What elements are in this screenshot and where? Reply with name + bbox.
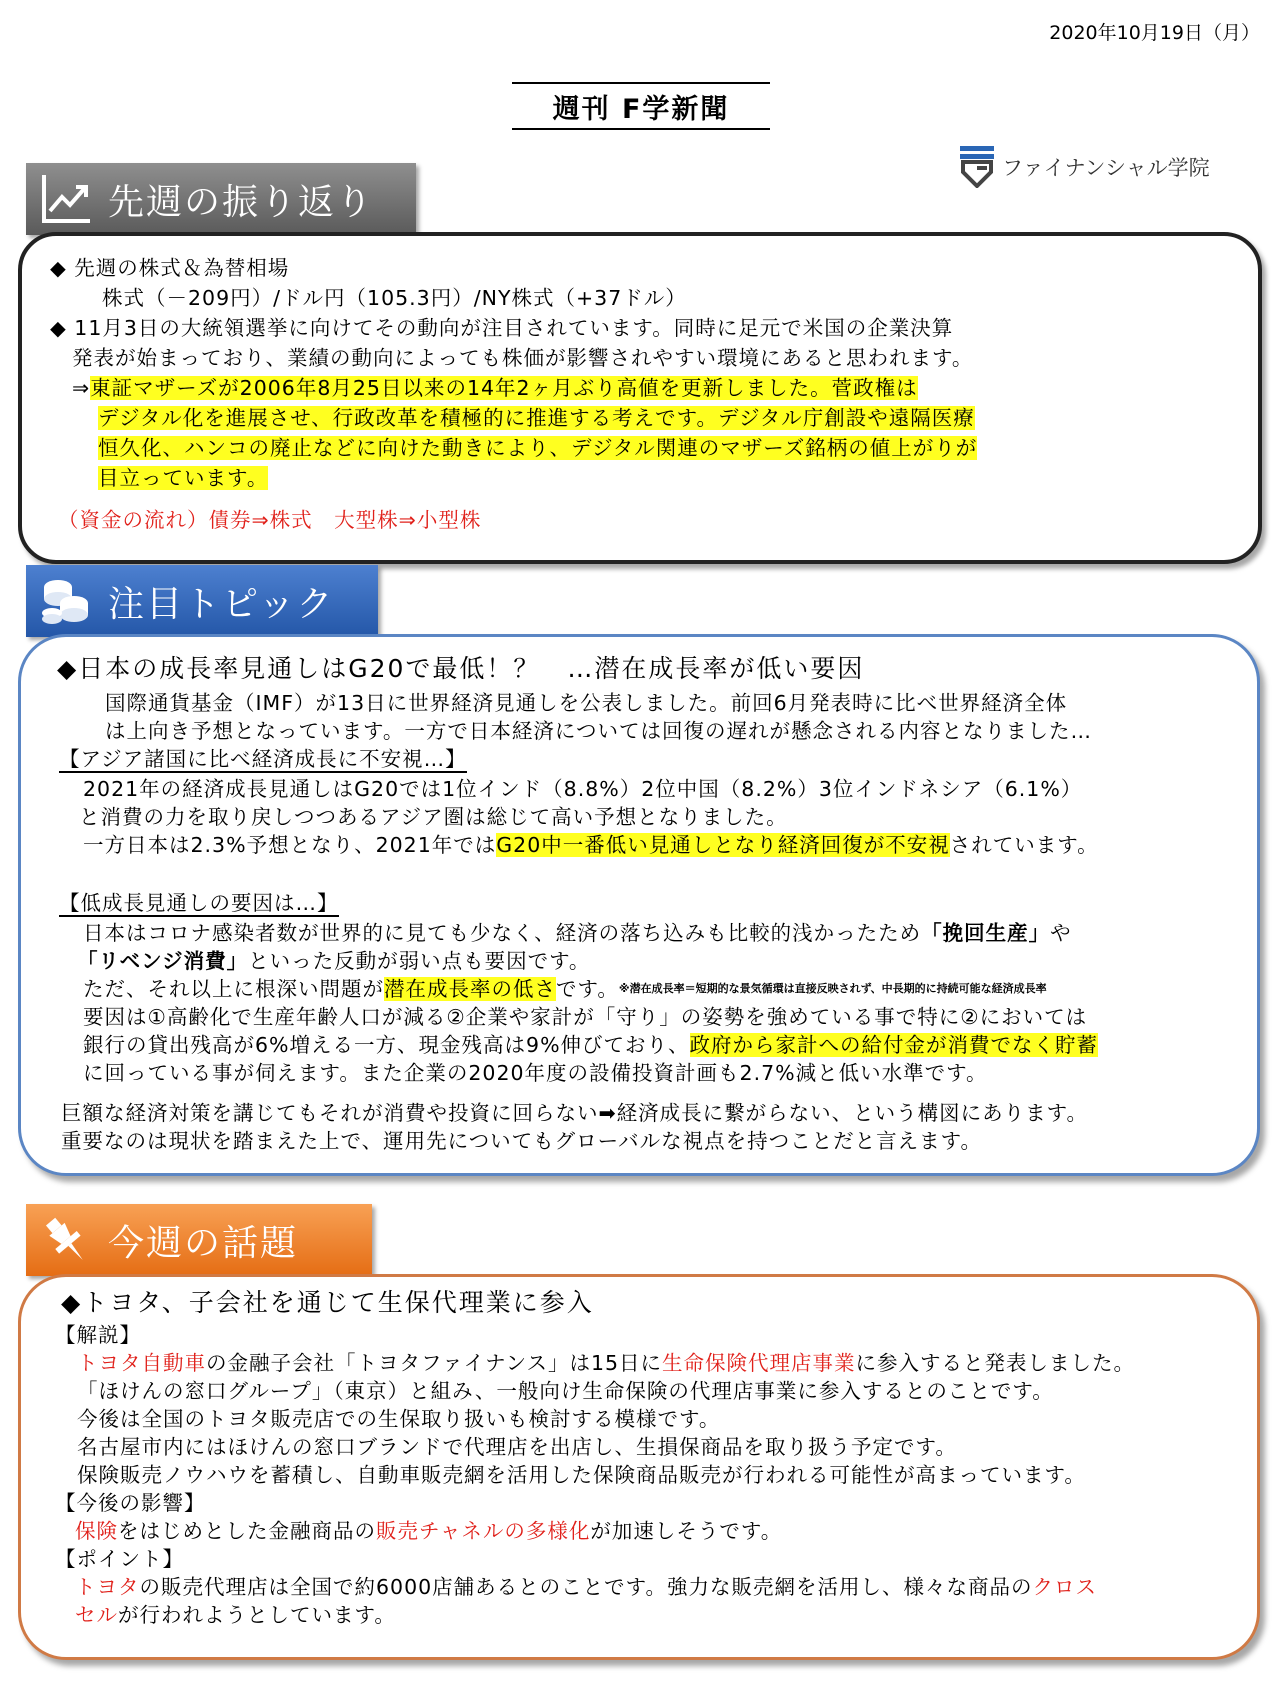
subheading: 【アジア諸国に比べ経済成長に不安視…】 [59,747,467,771]
financial-gakuin-logo-icon [960,146,994,188]
paragraph-line: 要因は①高齢化で生産年齢人口が減る②企業や家計が「守り」の姿勢を強めている事で特に②においては [83,1005,1088,1029]
footnote: ※潜在成長率＝短期的な景気循環は直接反映されず、中長期的に持続可能な経済成長率 [618,982,1047,995]
featured-topic-panel [18,634,1260,1176]
paragraph-line: 「リベンジ消費」といった反動が弱い点も要因です。 [77,949,591,973]
paragraph-line: セルが行われようとしています。 [75,1603,396,1627]
paragraph-line: 一方日本は2.3%予想となり、2021年ではG20中一番低い見通しとなり経済回復が不安視されています。 [83,833,1099,857]
topic-headline: ◆トヨタ、子会社を通じて生保代理業に参入 [61,1288,594,1317]
section-tab-label: 先週の振り返り [108,181,375,223]
paragraph-line: トヨタの販売代理店は全国で約6000店舗あるとのことです。強力な販売網を活用し、様々な商品のクロス [75,1575,1098,1599]
pushpin-icon [38,1212,94,1268]
coins-icon [38,573,94,629]
market-summary: 株式（－209円）/ドル円（105.3円）/NY株式（+37ドル） [102,286,687,310]
subheading: 【解説】 [55,1323,141,1347]
paragraph-line: 保険をはじめとした金融商品の販売チャネルの多様化が加速しそうです。 [75,1519,783,1543]
highlight-line: 恒久化、ハンコの廃止などに向けた動きにより、デジタル関連のマザーズ銘柄の値上がりが [98,436,978,460]
section-tab-this-week [26,1204,372,1276]
topic-headline: ◆日本の成長率見通しはG20で最低！？ …潜在成長率が低い要因 [57,654,865,683]
conclusion-line: 重要なのは現状を踏まえた上で、運用先についてもグローバルな視点を持つことだと言えます。 [61,1129,983,1153]
market-heading: ◆ 先週の株式＆為替相場 [50,256,290,280]
paragraph-line: ただ、それ以上に根深い問題が潜在成長率の低さです。$^{※潜在成長率=短期的な景気循環は直接反映されず、中長期的に持続可能な経済成長率}$ [83,977,1047,1001]
paragraph-line: 「ほけんの窓口グループ」（東京）と組み、一般向け生命保険の代理店事業に参入するとのことです。 [77,1379,1054,1403]
money-flow: （資金の流れ）債券⇒株式 大型株⇒小型株 [58,508,482,532]
paragraph-line: 発表が始まっており、業績の動向によっても株価が影響されやすい環境にあると思われます。 [72,346,974,370]
conclusion-line: 巨額な経済対策を講じてもそれが消費や投資に回らない➡経済成長に繋がらない、という構図にあります。 [61,1101,1089,1125]
highlight-line: 目立っています。 [98,466,269,490]
section-tab-label: 今週の話題 [108,1222,299,1264]
paragraph-line: 国際通貨基金（IMF）が13日に世界経済見通しを公表しました。前回6月発表時に比べ世界経済全体 [105,691,1068,715]
paragraph-line: ◆ 11月3日の大統領選挙に向けてその動向が注目されています。同時に足元で米国の企業決算 [50,316,954,340]
subheading: 【ポイント】 [55,1547,184,1571]
this-week-panel [18,1274,1260,1660]
paragraph-line: 今後は全国のトヨタ販売店での生保取り扱いも検討する模様です。 [77,1407,721,1431]
issue-date: 2020年10月19日（月） [1049,22,1260,44]
highlight-line: デジタル化を進展させ、行政改革を積極的に推進する考えです。デジタル庁創設や遠隔医療 [98,406,975,430]
paragraph-line: と消費の力を取り戻しつつあるアジア圏は総じて高い予想となりました。 [79,805,788,829]
section-tab-last-week [26,163,416,235]
subheading: 【低成長見通しの要因は…】 [59,891,339,915]
paragraph-line: トヨタ自動車の金融子会社「トヨタファイナンス」は15日に生命保険代理店事業に参入すると発表しました。 [77,1351,1136,1375]
paragraph-line: に回っている事が伺えます。また企業の2020年度の設備投資計画も2.7%減と低い水準です。 [83,1061,988,1085]
section-tab-label: 注目トピック [108,583,335,625]
section-tab-featured-topic [26,565,378,637]
logo [960,146,1210,188]
last-week-panel [18,232,1262,564]
highlight-line: ⇒東証マザーズが2006年8月25日以来の14年2ヶ月ぶり高値を更新しました。菅政権は [72,376,918,400]
paragraph-line: 2021年の経済成長見通しはG20では1位インド（8.8%）2位中国（8.2%）3位インドネシア（6.1%） [83,777,1083,801]
paragraph-line: 銀行の貸出残高が6%増える一方、現金残高は9%伸びており、政府から家計への給付金が消費でなく貯蓄 [83,1033,1099,1057]
logo-text: ファイナンシャル学院 [1002,156,1210,180]
subheading: 【今後の影響】 [55,1491,206,1515]
paragraph-line: は上向き予想となっています。一方で日本経済については回復の遅れが懸念される内容となりました… [105,719,1092,743]
paragraph-line: 名古屋市内にはほけんの窓口ブランドで代理店を出店し、生損保商品を取り扱う予定です。 [77,1435,957,1459]
paragraph-line: 日本はコロナ感染者数が世界的に見ても少なく、経済の落ち込みも比較的浅かったため「挽回生産」や [83,921,1072,945]
paragraph-line: 保険販売ノウハウを蓄積し、自動車販売網を活用した保険商品販売が行われる可能性が高まっています。 [77,1463,1086,1487]
trend-chart-icon [38,171,94,227]
newsletter-title: 週刊 F学新聞 [512,82,770,130]
